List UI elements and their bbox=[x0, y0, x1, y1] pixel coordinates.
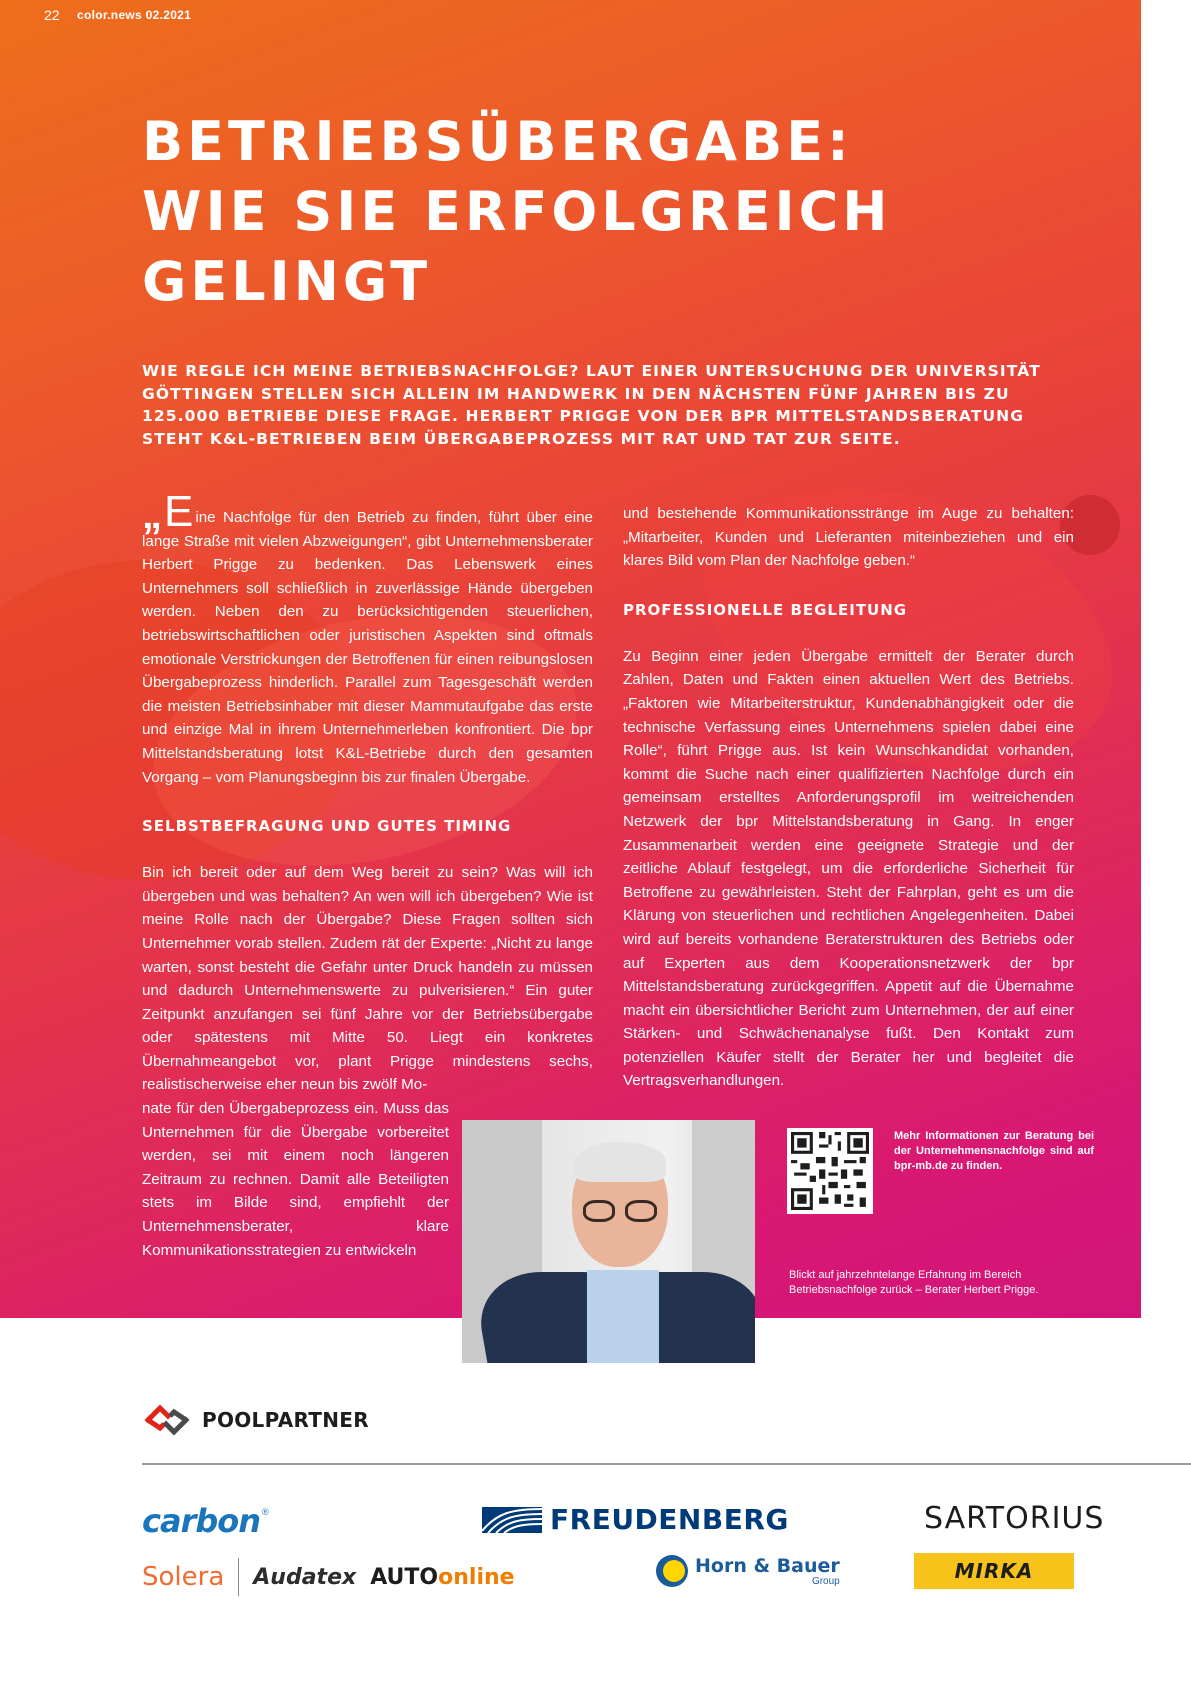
page-number: 22 bbox=[44, 7, 60, 23]
audatex-wordmark: Audatex bbox=[253, 1564, 357, 1590]
freudenberg-wave-icon bbox=[482, 1507, 542, 1533]
article-paragraph bbox=[142, 487, 593, 789]
section-heading: PROFESSIONELLE BEGLEITUNG bbox=[623, 600, 908, 619]
headline-line: GELINGT bbox=[142, 250, 432, 313]
headline-line: WIE SIE ERFOLGREICH bbox=[142, 180, 892, 243]
solera-wordmark: Solera bbox=[142, 1562, 225, 1592]
autoonline-wordmark-part: online bbox=[438, 1564, 515, 1590]
portrait-photo bbox=[462, 1120, 755, 1363]
poolpartner-icon bbox=[142, 1402, 192, 1438]
qr-code-graphic bbox=[791, 1132, 869, 1210]
poolpartner-text: POOLPARTNER bbox=[202, 1408, 369, 1432]
registered-mark: ® bbox=[262, 1507, 269, 1517]
divider bbox=[142, 1463, 1191, 1465]
carbon-wordmark: carbon bbox=[142, 1502, 261, 1540]
horn-bauer-subtitle: Group bbox=[811, 1575, 840, 1587]
article-paragraph: Zu Beginn einer jeden Übergabe ermittelt der Berater durch Zahlen, Daten und Fakten einen aktuellen Wert des Betriebs. „Faktoren wie Mitarbeiterstruktur, Kundenabhängigkeit oder die technische Verfassung eines Unternehmens spielen dabei eine Rolle“, führt Prigge aus. Ist kein Wunschkandidat vorhanden, kommt die Suche nach einer qualifizierten Nachfolge durch ein gemeinsam erstelltes Anforderungsprofil im weitreichenden Netzwerk der bpr Mittelstandsberatung in Gang. In enger Zusammenarbeit werden eine geeignete Strategie und der zeitliche Ablauf festgelegt, um die erforderliche Sicherheit für Betroffene zu gewährleisten. Steht der Fahrplan, geht es um die Klärung von steuerlichen und rechtlichen Angelegenheiten. Dabei wird auf bereits vorhandene Beraterstrukturen des Betriebs oder auf Experten aus dem Kooperationsnetzwerk der bpr Mittelstandsberatung zurückgegriffen. Appetit auf die Übernahme macht ein übersichtlicher Bericht zum Unternehmen, der auf einer Stärken- und Schwächenanalyse fußt. Den Kontakt zum potenziellen Käufer stellt der Berater her und begleitet die Vertragsverhandlungen. bbox=[623, 647, 1074, 1090]
freudenberg-wordmark: FREUDENBERG bbox=[550, 1503, 789, 1536]
paragraph-text: ine Nachfolge für den Betrieb zu finden, führt über eine lange Straße mit vielen Abzweigungen“, gibt Unternehmensberater Herbert Prigge zu bedenken. Das Lebenswerk eines Unternehmers soll schließlich in zuverlässige Hände übergeben werden. Neben den zu berücksichtigenden steuerlichen, betriebswirtschaftlichen oder juristischen Aspekten sind oftmals emotionale Verstrickungen der Betroffenen für einen reibungslosen Übergabeprozess hinderlich. Parallel zum Tagesgeschäft werden die meisten Betriebsinhaber mit dieser Mammutaufgabe das erste und einzige Mal in ihrem Unternehmerleben konfrontiert. Die bpr Mittelstandsberatung lotst K&L-Betriebe durch den gesamten Vorgang – vom Planungsbeginn bis zur finalen Übergabe. bbox=[142, 509, 593, 786]
article-paragraph: nate für den Übergabeprozess ein. Muss das Unternehmen für die Übergabe vorbereitet werden, sei mit einem noch längeren Zeitraum zu rechnen. Damit alle Beteiligten stets im Bilde sind, empfiehlt der Unternehmensberater, klare Kommunikationsstrategien zu entwickeln bbox=[142, 1100, 449, 1259]
poolpartner-logo bbox=[142, 1400, 369, 1440]
portrait-shirt bbox=[587, 1270, 659, 1363]
headline-line: BETRIEBSÜBERGABE: bbox=[142, 110, 853, 173]
photo-caption: Blickt auf jahrzehntelange Erfahrung im Bereich Betriebsnachfolge zurück – Berater Herbert Prigge. bbox=[789, 1269, 1039, 1296]
solera-audatex-autoonline-logos bbox=[142, 1554, 515, 1600]
portrait-glasses bbox=[583, 1200, 659, 1222]
article-paragraph: Bin ich bereit oder auf dem Weg bereit zu sein? Was will ich übergeben und was behalten? An wen will ich übergeben? Wie ist meine Rolle nach der Übergabe? Diese Fragen sollten sich Unternehmer vorab stellen. Zudem rät der Experte: „Nicht zu lange warten, sonst besteht die Gefahr unter Druck handeln zu müssen und dadurch Unternehmenswerte zu pulverisieren.“ Ein guter Zeitpunkt anzufangen sei fünf Jahre vor der Betriebsübergabe oder spätestens mit Mitte 50. Liegt ein konkretes Übernahmeangebot vor, plant Prigge mindestens sechs, realistischerweise eher neun bis zwölf Mo- bbox=[142, 864, 593, 1094]
carbon-logo bbox=[142, 1502, 269, 1540]
mirka-logo bbox=[914, 1553, 1074, 1589]
section-heading: SELBSTBEFRAGUNG UND GUTES TIMING bbox=[142, 817, 512, 836]
qr-code-note: Mehr Informationen zur Beratung bei der Unternehmensnachfolge sind auf bpr-mb.de zu finden. bbox=[894, 1130, 1094, 1172]
autoonline-wordmark-part: AUTO bbox=[370, 1564, 439, 1590]
sartorius-wordmark: SARTORIUS bbox=[924, 1501, 1105, 1536]
sartorius-logo bbox=[924, 1501, 1104, 1536]
qr-code[interactable] bbox=[787, 1128, 873, 1214]
article-column-right bbox=[623, 502, 1074, 1093]
portrait-hair bbox=[574, 1142, 666, 1182]
article-headline bbox=[142, 107, 1102, 317]
article-paragraph: und bestehende Kommunikationsstränge im Auge zu behalten: „Mitarbeiter, Kunden und Lieferanten miteinbeziehen und ein klares Bild vom Plan der Nachfolge geben.“ bbox=[623, 505, 1074, 570]
freudenberg-logo bbox=[482, 1503, 789, 1536]
horn-bauer-sun-icon bbox=[655, 1552, 689, 1590]
article-lead: WIE REGLE ICH MEINE BETRIEBSNACHFOLGE? LAUT EINER UNTERSUCHUNG DER UNIVERSITÄT GÖTTINGEN STELLEN SICH ALLEIN IM HANDWERK IN DEN NÄCHSTEN FÜNF JAHREN BIS ZU 125.000 BETRIEBE DIESE FRAGE. HERBERT PRIGGE VON DER BPR MITTELSTANDSBERATUNG STEHT K&L-BETRIEBEN BEIM ÜBERGABEPROZESS MIT RAT UND TAT ZUR SEITE. bbox=[142, 362, 1041, 448]
horn-bauer-logo bbox=[655, 1552, 840, 1590]
logo-separator bbox=[238, 1558, 239, 1596]
opening-quote: „ bbox=[142, 493, 162, 537]
drop-cap: E bbox=[164, 487, 194, 536]
issue-label: color.news 02.2021 bbox=[77, 8, 192, 22]
mirka-wordmark: MIRKA bbox=[954, 1559, 1034, 1583]
horn-bauer-wordmark: Horn & Bauer bbox=[695, 1554, 840, 1577]
